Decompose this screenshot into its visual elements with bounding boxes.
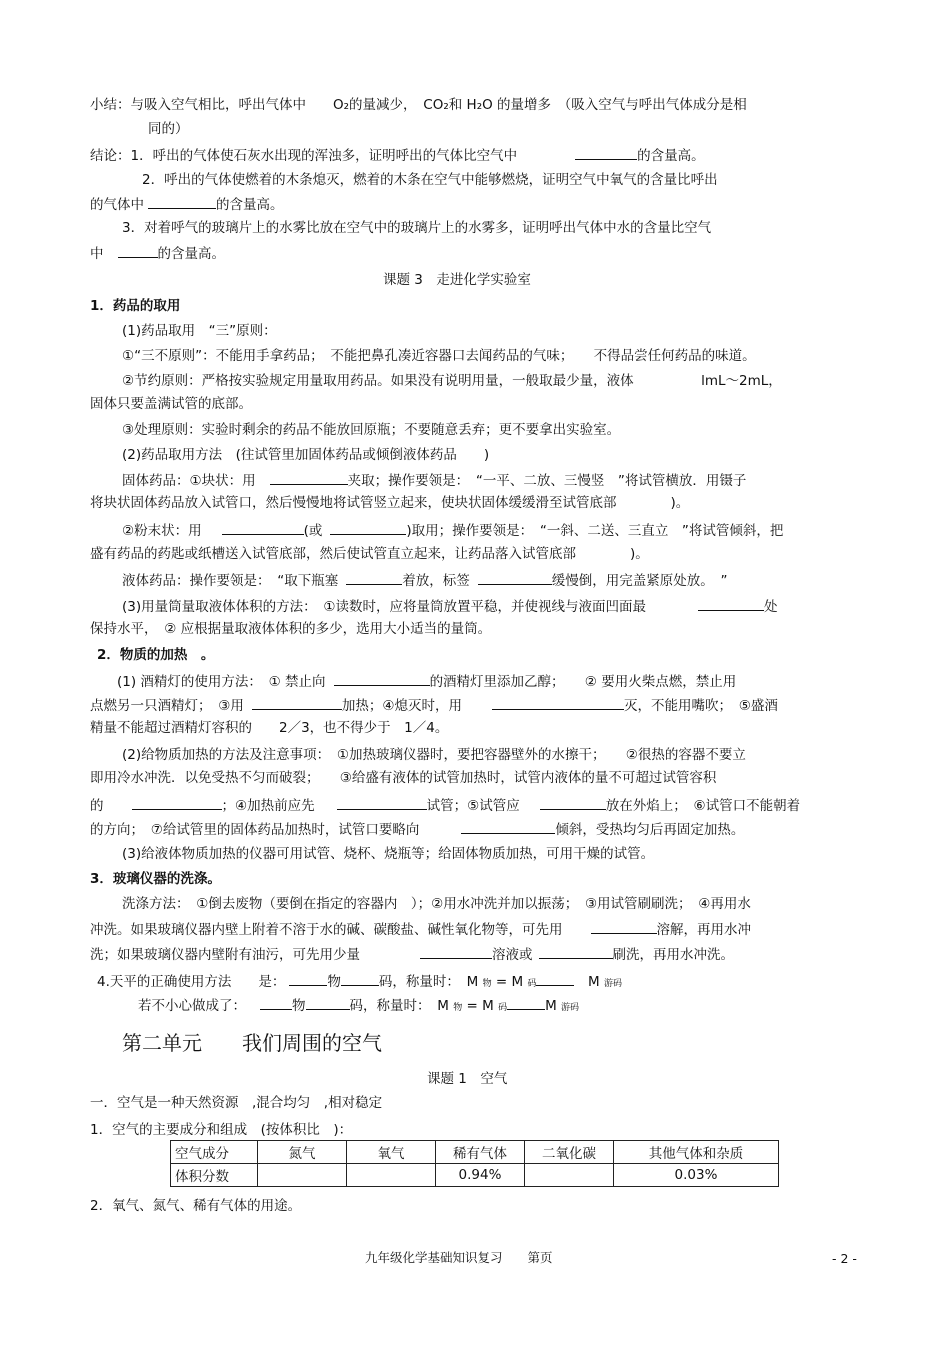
blank: [270, 470, 348, 485]
item-3-heading: 3．玻璃仪器的洗涤。: [90, 871, 221, 887]
air-composition-heading: 1．空气的主要成分和组成 (按体积比 )：: [90, 1122, 353, 1138]
blank: [575, 145, 637, 160]
saving-rule: ②节约原则：严格按实验规定用量取用药品。如果没有说明用量，一般取最少量，液体 lmL～2mL，: [122, 373, 782, 389]
page-number: - 2 -: [832, 1251, 857, 1266]
table-cell: [525, 1164, 614, 1187]
table-cell: 空气成分: [171, 1141, 258, 1164]
table-header-row: [171, 1141, 779, 1164]
heating-method: (2)给物质加热的方法及注意事项： ①加热玻璃仪器时，要把容器壁外的水擦干； ②很热的容器不要立: [122, 747, 746, 763]
liquid-heating: (3)给液体物质加热的仪器可用试管、烧杯、烧瓶等；给固体物质加热，可用干燥的试管。: [122, 846, 655, 862]
blank: [289, 971, 327, 986]
blank: [341, 971, 379, 986]
table-cell: 0.94%: [436, 1164, 525, 1187]
table-cell: 0.03%: [614, 1164, 779, 1187]
balance-usage-wrong: 若不小心做成了： 物 码，称量时： M 物 = M 码 M 游码: [138, 995, 579, 1017]
blank: [540, 795, 606, 810]
blank: [591, 919, 657, 934]
conclusion-3-cont: 中 的含量高。: [90, 243, 225, 263]
blank: [461, 819, 555, 834]
blank: [222, 520, 304, 535]
blank: [539, 944, 613, 959]
conclusion-3: 3．对着呼气的玻璃片上的水雾比放在空气中的玻璃片上的水雾多，证明呼出气体中水的含量比空气: [122, 220, 712, 236]
blank: [698, 596, 764, 611]
blank: [306, 995, 350, 1010]
table-cell: 稀有气体: [436, 1141, 525, 1164]
wash-method-cont: 冲洗。如果玻璃仪器内壁上附着不溶于水的碱、碳酸盐、碱性氧化物等，可先用 溶解，再用水冲: [90, 919, 751, 939]
blank: [478, 570, 552, 585]
unit-2-title: 第二单元 我们周围的空气: [122, 1031, 382, 1055]
saving-rule-cont: 固体只要盖满试管的底部。: [90, 396, 252, 412]
conclusion-2-cont: 的气体中 的含量高。: [90, 194, 284, 214]
method-heading: (2)药品取用方法 (往试管里加固体药品或倾倒液体药品 ): [122, 447, 490, 463]
blank: [536, 971, 574, 986]
blank: [132, 795, 222, 810]
wash-method-cont2: 洗；如果玻璃仪器内壁附有油污，可先用少量 溶液或 刷洗，再用水冲洗。: [90, 944, 734, 964]
solid-block: 固体药品：①块状：用 夹取；操作要领是： “一平、二放、三慢竖 ”将试管横放．用镊子: [122, 470, 746, 490]
table-cell: 其他气体和杂质: [614, 1141, 779, 1164]
lesson-1-title: 课题 1 空气: [427, 1071, 508, 1087]
table-cell: [347, 1164, 436, 1187]
blank: [346, 570, 402, 585]
table-cell: 氧气: [347, 1141, 436, 1164]
blank: [337, 795, 427, 810]
cylinder-method: (3)用量筒量取液体体积的方法： ①读数时，应将量筒放置平稳，并使视线与液面凹面最 处: [122, 596, 777, 616]
lesson-3-title: 课题 3 走进化学实验室: [383, 272, 531, 288]
conclusion-2: 2．呼出的气体使燃着的木条熄灭，燃着的木条在空气中能够燃烧，证明空气中氧气的含量比呼出: [142, 172, 718, 188]
solid-powder-cont: 盛有药品的药匙或纸槽送入试管底部，然后使试管直立起来，让药品落入试管底部 )。: [90, 546, 649, 562]
table-row: [171, 1164, 779, 1187]
conclusion-1: 结论：1．呼出的气体使石灰水出现的浑浊多，证明呼出的气体比空气中 的含量高。: [90, 145, 705, 165]
blank: [252, 695, 342, 710]
cylinder-method-cont: 保持水平， ② 应根据量取液体体积的多少，选用大小适当的量筒。: [90, 621, 492, 637]
table-cell: 二氧化碳: [525, 1141, 614, 1164]
heating-method-cont: 即用冷水冲洗．以免受热不匀而破裂； ③给盛有液体的试管加热时，试管内液体的量不可超过试管容积: [90, 770, 717, 786]
item-2-heading: 2．物质的加热 。: [97, 647, 215, 663]
wash-method: 洗涤方法： ①倒去废物（要倒在指定的容器内 ）；②用水冲洗并加以振荡； ③用试管刷刷洗； ④再用水: [122, 896, 751, 912]
blank: [330, 520, 406, 535]
disposal-rule: ③处理原则：实验时剩余的药品不能放回原瓶；不要随意丢弃；更不要拿出实验室。: [122, 422, 621, 438]
lamp-usage-cont: 点燃另一只酒精灯； ③用 加热；④熄灭时，用 灭，不能用嘴吹； ⑤盛酒: [90, 695, 778, 715]
heating-method-cont2: 的 ；④加热前应先 试管；⑤试管应 放在外焰上； ⑥试管口不能朝着: [90, 795, 800, 815]
air-resource: 一．空气是一种天然资源 ,混合均匀 ,相对稳定: [90, 1095, 383, 1111]
lamp-usage-cont2: 精量不能超过酒精灯容积的 2／3，也不得少于 1／4。: [90, 720, 449, 736]
table-cell: 氮气: [258, 1141, 347, 1164]
blank: [334, 671, 430, 686]
table-cell: 体积分数: [171, 1164, 258, 1187]
table-cell: [258, 1164, 347, 1187]
blank: [492, 695, 624, 710]
summary-line: 小结：与吸入空气相比，呼出气体中 O₂的量减少， CO₂和 H₂O 的量增多 （吸入空气与呼出气体成分是相: [90, 97, 747, 113]
rule-heading: (1)药品取用 “三”原则：: [122, 323, 277, 339]
blank: [507, 995, 545, 1010]
page-footer: 九年级化学基础知识复习 第页: [365, 1250, 553, 1265]
three-no-rule: ①“三不原则”：不能用手拿药品； 不能把鼻孔凑近容器口去闻药品的气味； 不得品尝任何药品的味道。: [122, 348, 756, 364]
balance-usage: 4.天平的正确使用方法 是： 物 码，称量时： M 物 = M 码 M 游码: [97, 971, 622, 993]
gas-uses-heading: 2．氧气、氮气、稀有气体的用途。: [90, 1198, 302, 1214]
blank: [260, 995, 292, 1010]
blank: [420, 944, 492, 959]
blank: [148, 194, 216, 209]
heating-method-cont3: 的方向； ⑦给试管里的固体药品加热时，试管口要略向 倾斜，受热均匀后再固定加热。: [90, 819, 744, 839]
summary-line-cont: 同的）: [148, 121, 189, 137]
air-composition-table: [170, 1140, 779, 1187]
solid-block-cont: 将块状固体药品放入试管口，然后慢慢地将试管竖立起来，使块状固体缓缓滑至试管底部 )。: [90, 495, 690, 511]
blank: [118, 243, 158, 258]
item-1-heading: 1．药品的取用: [90, 298, 181, 314]
solid-powder: ②粉末状：用 (或 )取用；操作要领是： “一斜、二送、三直立 ”将试管倾斜，把: [122, 520, 783, 540]
liquid-rule: 液体药品：操作要领是： “取下瓶塞 着放，标签 缓慢倒，用完盖紧原处放。 ”: [122, 570, 728, 590]
lamp-usage: (1) 酒精灯的使用方法： ① 禁止向 的酒精灯里添加乙醇； ② 要用火柴点燃，禁止用: [117, 671, 736, 691]
